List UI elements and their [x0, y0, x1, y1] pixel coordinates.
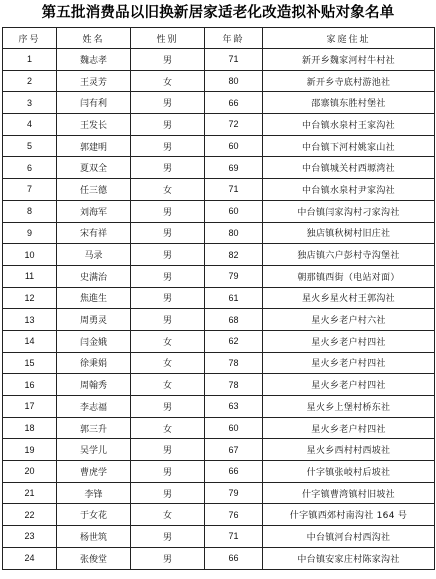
cell-gender: 男	[131, 114, 205, 136]
cell-name: 宋有祥	[57, 222, 131, 244]
table-row	[3, 461, 435, 483]
cell-gender: 男	[131, 287, 205, 309]
table-row	[3, 309, 435, 331]
table-row	[3, 482, 435, 504]
cell-name: 郭三升	[57, 417, 131, 439]
cell-age: 78	[205, 352, 263, 374]
column-header-name: 姓名	[57, 28, 131, 49]
cell-index: 7	[3, 179, 57, 201]
cell-address: 星火乡老户村六社	[263, 309, 435, 331]
cell-name: 魏志孝	[57, 49, 131, 71]
cell-gender: 女	[131, 417, 205, 439]
cell-index: 12	[3, 287, 57, 309]
cell-address: 中台镇下河村姚家山社	[263, 135, 435, 157]
cell-name: 张俊堂	[57, 547, 131, 569]
cell-index: 24	[3, 547, 57, 569]
cell-index: 20	[3, 461, 57, 483]
table-row	[3, 396, 435, 418]
cell-name: 王发长	[57, 114, 131, 136]
cell-gender: 男	[131, 547, 205, 569]
cell-address: 中台镇闫家沟村刁家沟社	[263, 200, 435, 222]
cell-gender: 男	[131, 461, 205, 483]
cell-name: 马录	[57, 244, 131, 266]
table-row	[3, 417, 435, 439]
cell-address: 独店镇秋树村旧庄社	[263, 222, 435, 244]
subsidy-recipient-table	[2, 27, 435, 570]
cell-address: 星火乡老户村四社	[263, 417, 435, 439]
cell-age: 80	[205, 222, 263, 244]
cell-age: 80	[205, 70, 263, 92]
table-row	[3, 200, 435, 222]
cell-name: 刘海军	[57, 200, 131, 222]
cell-gender: 男	[131, 49, 205, 71]
cell-age: 79	[205, 265, 263, 287]
cell-index: 18	[3, 417, 57, 439]
cell-gender: 男	[131, 265, 205, 287]
cell-index: 5	[3, 135, 57, 157]
cell-age: 78	[205, 374, 263, 396]
cell-index: 6	[3, 157, 57, 179]
cell-gender: 男	[131, 396, 205, 418]
cell-index: 10	[3, 244, 57, 266]
cell-address: 星火乡星火村王郭沟社	[263, 287, 435, 309]
cell-index: 2	[3, 70, 57, 92]
cell-name: 周翰秀	[57, 374, 131, 396]
cell-age: 69	[205, 157, 263, 179]
cell-age: 82	[205, 244, 263, 266]
document-title: 第五批消费品以旧换新居家适老化改造拟补贴对象名单	[41, 5, 395, 21]
table-row	[3, 526, 435, 548]
table-row	[3, 179, 435, 201]
cell-age: 71	[205, 179, 263, 201]
cell-index: 23	[3, 526, 57, 548]
cell-index: 11	[3, 265, 57, 287]
cell-gender: 女	[131, 70, 205, 92]
table-row	[3, 547, 435, 569]
cell-index: 1	[3, 49, 57, 71]
cell-name: 焦進生	[57, 287, 131, 309]
table-row	[3, 374, 435, 396]
cell-gender: 男	[131, 200, 205, 222]
table-body	[3, 49, 435, 570]
cell-index: 13	[3, 309, 57, 331]
cell-name: 李锋	[57, 482, 131, 504]
table-header-row	[3, 28, 435, 49]
column-header-address: 家庭住址	[263, 28, 435, 49]
table-row	[3, 265, 435, 287]
cell-gender: 女	[131, 374, 205, 396]
column-header-age: 年龄	[205, 28, 263, 49]
cell-age: 60	[205, 135, 263, 157]
cell-name: 任三德	[57, 179, 131, 201]
cell-gender: 男	[131, 135, 205, 157]
cell-name: 夏双全	[57, 157, 131, 179]
cell-age: 60	[205, 200, 263, 222]
cell-name: 徐秉娟	[57, 352, 131, 374]
cell-age: 67	[205, 439, 263, 461]
cell-index: 21	[3, 482, 57, 504]
table-row	[3, 135, 435, 157]
cell-index: 22	[3, 504, 57, 526]
table-row	[3, 157, 435, 179]
cell-address: 中台镇城关村西塬湾社	[263, 157, 435, 179]
cell-address: 什字镇西郊村南沟社 164 号	[263, 504, 435, 526]
cell-gender: 男	[131, 482, 205, 504]
cell-address: 邵寨镇东胜村堡社	[263, 92, 435, 114]
cell-name: 李志福	[57, 396, 131, 418]
cell-gender: 女	[131, 352, 205, 374]
column-header-gender: 性别	[131, 28, 205, 49]
cell-address: 中台镇安家庄村陈家沟社	[263, 547, 435, 569]
table-row	[3, 49, 435, 71]
cell-address: 新开乡寺底村游池社	[263, 70, 435, 92]
cell-age: 63	[205, 396, 263, 418]
cell-index: 19	[3, 439, 57, 461]
cell-address: 星火乡老户村四社	[263, 330, 435, 352]
table-row	[3, 439, 435, 461]
cell-address: 独店镇六户彭村寺沟堡社	[263, 244, 435, 266]
table-row	[3, 92, 435, 114]
cell-gender: 女	[131, 504, 205, 526]
cell-age: 61	[205, 287, 263, 309]
cell-address: 中台镇水泉村王家沟社	[263, 114, 435, 136]
cell-address: 中台镇水泉村尹家沟社	[263, 179, 435, 201]
column-header-index: 序号	[3, 28, 57, 49]
cell-address: 什字镇曹湾镇村旧坡社	[263, 482, 435, 504]
cell-index: 8	[3, 200, 57, 222]
cell-address: 中台镇河台村西沟社	[263, 526, 435, 548]
table-row	[3, 287, 435, 309]
cell-index: 3	[3, 92, 57, 114]
cell-name: 杨世筑	[57, 526, 131, 548]
cell-address: 星火乡上堡村桥东社	[263, 396, 435, 418]
cell-age: 66	[205, 547, 263, 569]
cell-age: 62	[205, 330, 263, 352]
cell-age: 68	[205, 309, 263, 331]
table-row	[3, 504, 435, 526]
cell-age: 66	[205, 92, 263, 114]
cell-name: 王灵芳	[57, 70, 131, 92]
cell-gender: 男	[131, 222, 205, 244]
cell-age: 72	[205, 114, 263, 136]
cell-address: 新开乡魏家河村牛村社	[263, 49, 435, 71]
table-row	[3, 70, 435, 92]
table-row	[3, 114, 435, 136]
cell-gender: 男	[131, 309, 205, 331]
cell-name: 吴学儿	[57, 439, 131, 461]
cell-name: 曹虎学	[57, 461, 131, 483]
cell-index: 14	[3, 330, 57, 352]
cell-age: 79	[205, 482, 263, 504]
cell-gender: 男	[131, 526, 205, 548]
cell-age: 66	[205, 461, 263, 483]
cell-gender: 男	[131, 92, 205, 114]
cell-age: 76	[205, 504, 263, 526]
cell-index: 4	[3, 114, 57, 136]
cell-name: 郭建明	[57, 135, 131, 157]
cell-name: 周勇灵	[57, 309, 131, 331]
cell-address: 星火乡老户村四社	[263, 352, 435, 374]
table-row	[3, 222, 435, 244]
cell-age: 71	[205, 526, 263, 548]
cell-gender: 女	[131, 179, 205, 201]
cell-index: 17	[3, 396, 57, 418]
table-row	[3, 330, 435, 352]
cell-index: 9	[3, 222, 57, 244]
cell-address: 朝那镇西街（电站对面）	[263, 265, 435, 287]
cell-index: 16	[3, 374, 57, 396]
cell-gender: 男	[131, 439, 205, 461]
table-row	[3, 244, 435, 266]
cell-gender: 女	[131, 330, 205, 352]
cell-address: 星火乡西村村西坡社	[263, 439, 435, 461]
cell-gender: 男	[131, 157, 205, 179]
table-row	[3, 352, 435, 374]
cell-age: 60	[205, 417, 263, 439]
cell-name: 闫有利	[57, 92, 131, 114]
cell-address: 星火乡老户村四社	[263, 374, 435, 396]
cell-age: 71	[205, 49, 263, 71]
cell-name: 史满治	[57, 265, 131, 287]
cell-name: 闫金娥	[57, 330, 131, 352]
cell-index: 15	[3, 352, 57, 374]
cell-name: 于女花	[57, 504, 131, 526]
cell-address: 什字镇张岐村后坡社	[263, 461, 435, 483]
cell-gender: 男	[131, 244, 205, 266]
